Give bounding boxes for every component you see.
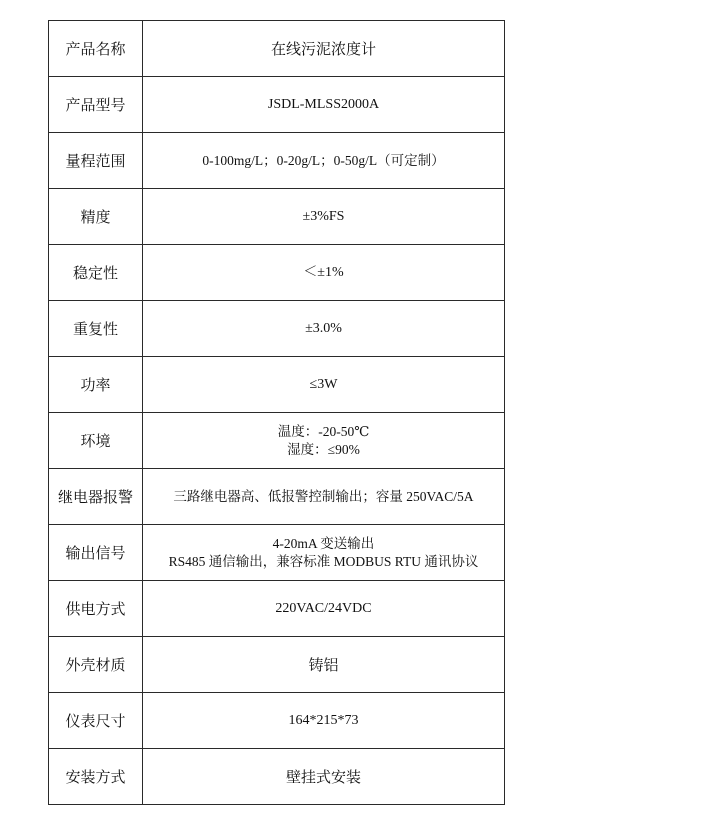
table-row [49,469,505,525]
row-label: 功率 [49,357,143,413]
row-label: 产品名称 [49,21,143,77]
value-line: 铸铝 [308,655,339,674]
value-line: ±3.0% [305,320,342,336]
value-line: 在线污泥浓度计 [270,39,376,58]
table-row [49,189,505,245]
row-value [143,77,505,133]
row-label: 安装方式 [49,749,143,805]
table-row [49,749,505,805]
row-label: 稳定性 [49,245,143,301]
row-label: 输出信号 [49,525,143,581]
row-label: 继电器报警 [49,469,143,525]
value-line: ±3%FS [302,208,345,224]
spec-table [48,20,505,805]
row-value [143,581,505,637]
table-row [49,357,505,413]
row-value [143,245,505,301]
value-line: 0-100mg/L；0-20g/L；0-50g/L（可定制） [202,152,445,168]
value-line: 4-20mA 变送输出 [272,535,375,551]
table-row [49,77,505,133]
table-row [49,133,505,189]
value-line: 湿度：≤90% [287,441,360,457]
row-value [143,693,505,749]
table-row [49,637,505,693]
row-value [143,357,505,413]
table-row [49,525,505,581]
table-row [49,693,505,749]
row-value [143,413,505,469]
value-line: ≤3W [309,376,338,392]
table-row [49,21,505,77]
value-line: 三路继电器高、低报警控制输出；容量 250VAC/5A [173,488,474,504]
row-value [143,525,505,581]
row-label: 精度 [49,189,143,245]
row-value [143,133,505,189]
row-value [143,469,505,525]
table-row [49,245,505,301]
row-label: 环境 [49,413,143,469]
row-value [143,749,505,805]
value-line: 164*215*73 [288,712,359,728]
table-row [49,413,505,469]
value-line: JSDL-MLSS2000A [267,96,380,112]
row-label: 重复性 [49,301,143,357]
row-label: 产品型号 [49,77,143,133]
row-value [143,637,505,693]
table-row [49,581,505,637]
row-label: 外壳材质 [49,637,143,693]
row-value [143,301,505,357]
value-line: 壁挂式安装 [285,767,361,786]
row-label: 供电方式 [49,581,143,637]
value-line: ＜±1% [303,264,344,280]
row-label: 仪表尺寸 [49,693,143,749]
value-line: 220VAC/24VDC [275,600,372,616]
table-row [49,301,505,357]
value-line: 温度：-20-50℃ [277,423,370,439]
row-value [143,189,505,245]
row-label: 量程范围 [49,133,143,189]
value-line: RS485 通信输出，兼容标准 MODBUS RTU 通讯协议 [168,553,479,569]
row-value [143,21,505,77]
